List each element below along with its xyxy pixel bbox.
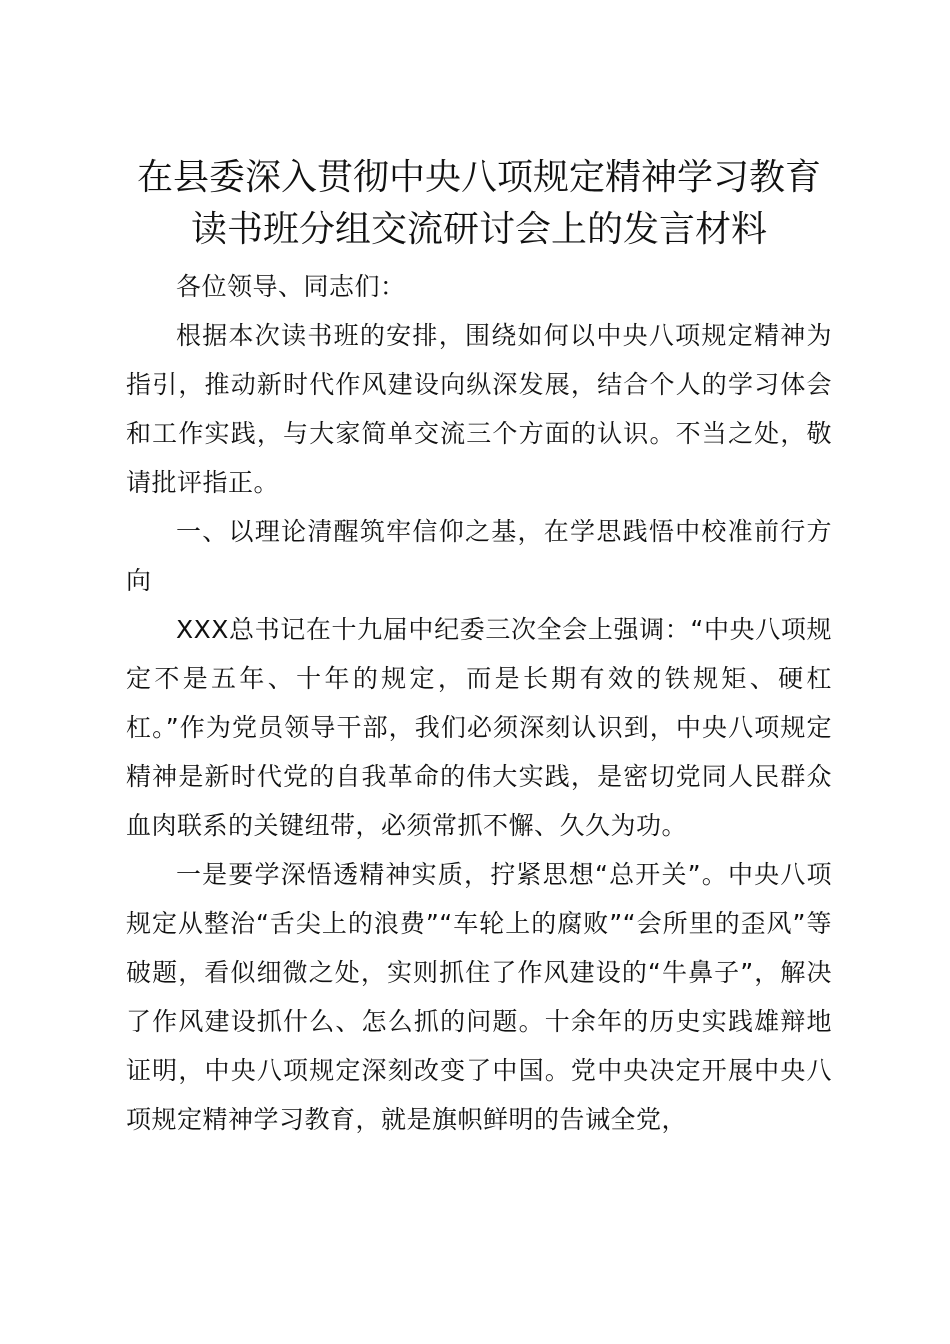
- paragraph-quote: XXX总书记在十九届中纪委三次全会上强调：“中央八项规定不是五年、十年的规定，而是长期有效的铁规矩、硬杠杠。”作为党员领导干部，我们必须深刻认识到，中央八项规定精神是新时代党的自我革命的伟大实践，是密切党同人民群众血肉联系的关键纽带，必须常抓不懈、久久为功。: [126, 615, 832, 840]
- section-heading-1: 一、以理论清醒筑牢信仰之基，在学思践悟中校准前行方向: [126, 517, 832, 595]
- document-body: [126, 152, 832, 1144]
- document-title: 在县委深入贯彻中央八项规定精神学习教育读书班分组交流研讨会上的发言材料: [136, 157, 821, 250]
- paragraph-intro: 根据本次读书班的安排，围绕如何以中央八项规定精神为指引，推动新时代作风建设向纵深发展，结合个人的学习体会和工作实践，与大家简单交流三个方面的认识。不当之处，敬请批评指正。: [126, 321, 832, 497]
- paragraph-point-1: 一是要学深悟透精神实质，拧紧思想“总开关”。中央八项规定从整治“舌尖上的浪费”“车轮上的腐败”“会所里的歪风”等破题，看似细微之处，实则抓住了作风建设的“牛鼻子”，解决了作风建设抓什么、怎么抓的问题。十余年的历史实践雄辩地证明，中央八项规定深刻改变了中国。党中央决定开展中央八项规定精神学习教育，就是旗帜鲜明的告诫全党，: [126, 860, 832, 1134]
- greeting: 各位领导、同志们：: [176, 272, 406, 301]
